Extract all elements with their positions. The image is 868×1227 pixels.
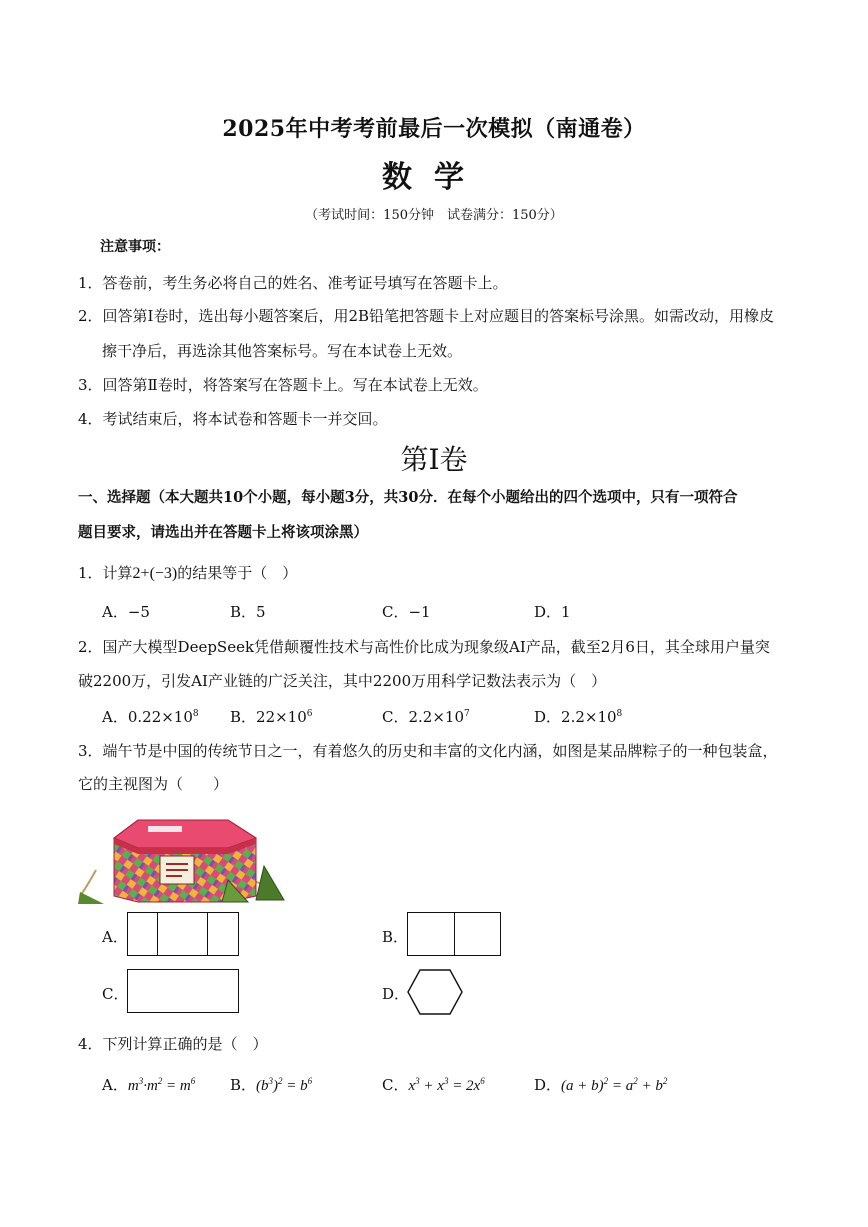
q2-stem-line2: 破2200万，引发AI产业链的广泛关注，其中2200万用科学记数法表示为（ ） xyxy=(78,672,607,690)
notice-heading: 注意事项： xyxy=(100,239,170,255)
q1-option-c: C．−1 xyxy=(382,603,431,621)
section-intro-line1: 一、选择题（本大题共10个小题，每小题3分，共30分．在每个小题给出的四个选项中，只有一项符合 xyxy=(78,489,738,506)
q3-option-b-line xyxy=(454,913,455,955)
q1-option-b: B．5 xyxy=(230,603,266,621)
q3-option-d-label: D． xyxy=(382,985,410,1003)
notice-item-1: 1．答卷前，考生务必将自己的姓名、准考证号填写在答题卡上。 xyxy=(78,274,508,292)
q1-option-d: D．1 xyxy=(534,603,571,621)
q2-stem-line1: 2．国产大模型DeepSeek凭借颠覆性技术与高性价比成为现象级AI产品，截至2月6日，其全球用户量突 xyxy=(78,638,770,656)
q3-option-d-hexagon xyxy=(406,968,464,1016)
q2-option-b xyxy=(230,706,313,727)
q2-option-d-base: 2.2×10 xyxy=(561,708,617,726)
q3-option-a-line-1 xyxy=(157,913,158,955)
q2-option-c-label: C． xyxy=(382,708,409,726)
q3-option-c-figure xyxy=(127,969,239,1013)
q3-stem-line2: 它的主视图为（ ） xyxy=(78,775,229,793)
subject-title: 数学 xyxy=(382,160,486,195)
exam-title: 2025年中考考前最后一次模拟（南通卷） xyxy=(222,116,646,142)
q2-option-c-base: 2.2×10 xyxy=(408,708,464,726)
notice-item-3: 3．回答第Ⅱ卷时，将答案写在答题卡上。写在本试卷上无效。 xyxy=(78,376,488,394)
notice-item-2-cont: 擦干净后，再选涂其他答案标号。写在本试卷上无效。 xyxy=(102,342,463,360)
q2-option-c-exp: 7 xyxy=(464,709,470,719)
q1-prefix: 1．计算 xyxy=(78,564,133,582)
q2-option-a-base: 0.22×10 xyxy=(127,708,193,726)
q1-stem xyxy=(78,562,297,583)
q4-option-d-expr: $(a + b)^2 = a^2 + b^2$ xyxy=(561,1076,668,1094)
notice-item-2: 2．回答第Ⅰ卷时，选出每小题答案后，用2B铅笔把答题卡上对应题目的答案标号涂黑。如需改动，用橡皮 xyxy=(78,307,775,325)
q3-option-a-figure xyxy=(127,912,239,956)
q2-option-b-label: B． xyxy=(230,708,257,726)
q3-option-b-figure xyxy=(407,912,501,956)
q3-stem-line1: 3．端午节是中国的传统节日之一，有着悠久的历史和丰富的文化内涵，如图是某品牌粽子的一种包装盒， xyxy=(78,742,778,760)
q2-option-d-label: D． xyxy=(534,708,562,726)
exam-time-info: （考试时间：150分钟 试卷满分：150分） xyxy=(305,208,563,223)
q1-option-a: A．−5 xyxy=(102,603,150,621)
q4-option-b-label: B． xyxy=(230,1076,257,1094)
q4-option-c xyxy=(382,1074,485,1095)
q2-option-b-exp: 6 xyxy=(306,709,313,719)
q3-option-b-label: B． xyxy=(382,928,409,946)
section-intro-line2: 题目要求，请选出并在答题卡上将该项涂黑） xyxy=(78,524,368,541)
section-title: 第Ⅰ卷 xyxy=(400,443,468,476)
q4-option-b-expr: $(b^3)^2 = b^6$ xyxy=(256,1076,313,1094)
q4-option-a xyxy=(102,1074,195,1095)
q4-option-a-expr: $m^3\cdot m^2 = m^6$ xyxy=(127,1076,196,1094)
q2-option-d xyxy=(534,706,622,727)
q1-expression: 2+(−3) xyxy=(132,565,178,582)
q4-option-a-label: A． xyxy=(102,1076,128,1094)
q4-option-b xyxy=(230,1074,312,1095)
q3-option-a-line-2 xyxy=(207,913,208,955)
q2-option-a-label: A． xyxy=(102,708,128,726)
q2-option-a-exp: 8 xyxy=(192,709,199,719)
q1-suffix: 的结果等于（ ） xyxy=(177,564,298,582)
q3-option-c-label: C． xyxy=(102,985,129,1003)
q4-option-c-expr: $x^3 + x^3 = 2x^6$ xyxy=(408,1076,485,1094)
q2-option-b-base: 22×10 xyxy=(256,708,307,726)
q2-option-a xyxy=(102,706,199,727)
q3-option-a-label: A． xyxy=(102,928,128,946)
q4-option-c-label: C． xyxy=(382,1076,409,1094)
q4-stem: 4．下列计算正确的是（ ） xyxy=(78,1035,268,1053)
q4-option-d xyxy=(534,1074,667,1095)
notice-item-4: 4．考试结束后，将本试卷和答题卡一并交回。 xyxy=(78,410,388,428)
zongzi-box-image xyxy=(78,808,292,908)
q2-option-c xyxy=(382,706,470,727)
q4-option-d-label: D． xyxy=(534,1076,562,1094)
q2-option-d-exp: 8 xyxy=(616,709,623,719)
